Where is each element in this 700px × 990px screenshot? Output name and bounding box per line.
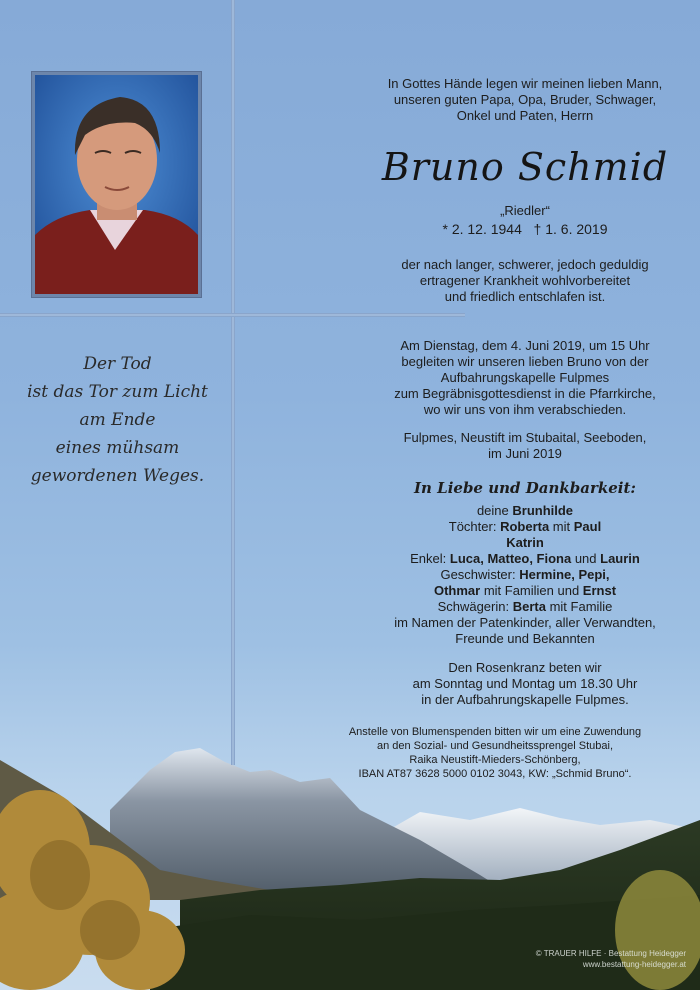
life-dates: * 2. 12. 1944 † 1. 6. 2019 xyxy=(442,221,608,237)
deceased-name: Bruno Schmid xyxy=(381,145,669,189)
rosary-text xyxy=(335,660,700,708)
memorial-quote xyxy=(0,350,235,490)
wife-name: Brunhilde xyxy=(512,503,574,518)
donation-line: Raika Neustift-Mieders-Schönberg, xyxy=(409,754,581,766)
daughter-name: Katrin xyxy=(506,535,544,550)
donation-line: Anstelle von Blumenspenden bitten wir um eine Zuwendung xyxy=(348,726,642,738)
grandchildren-line: Enkel: Luca, Matteo, Fiona und Laurin xyxy=(410,551,640,566)
funeral-line: Am Dienstag, dem 4. Juni 2019, um 15 Uhr xyxy=(400,338,650,353)
quote-line: Der Tod xyxy=(83,354,152,374)
passing-line: ertragener Krankheit wohlvorbereitet xyxy=(419,273,631,288)
quote-line: am Ende xyxy=(79,410,156,430)
funeral-line: Aufbahrungskapelle Fulpmes xyxy=(440,370,610,385)
rosary-line: am Sonntag und Montag um 18.30 Uhr xyxy=(412,676,638,691)
sister-in-law-line: Schwägerin: Berta mit Familie xyxy=(437,599,613,614)
sister-in-law-name: Berta xyxy=(512,599,546,614)
daughter-name: Roberta xyxy=(500,519,550,534)
funeral-line: zum Begräbnisgottesdienst in die Pfarrkirche, xyxy=(394,386,656,401)
rosary-line: in der Aufbahrungskapelle Fulpmes. xyxy=(421,692,629,707)
siblings-line-2: Othmar mit Familien und Ernst xyxy=(433,583,617,598)
grandchild-name: Laurin xyxy=(600,551,640,566)
passing-text xyxy=(335,257,700,305)
daughter2-line xyxy=(335,535,700,551)
passing-line: und friedlich entschlafen ist. xyxy=(444,289,606,304)
place-date xyxy=(335,430,700,462)
intro-line: unseren guten Papa, Opa, Bruder, Schwager, xyxy=(393,92,657,107)
credit-line: © TRAUER HILFE · Bestattung Heidegger xyxy=(535,949,686,958)
siblings-names: Hermine, Pepi, xyxy=(519,567,610,582)
quote-line: eines mühsam xyxy=(55,438,180,458)
donation-line: IBAN AT87 3628 5000 0102 3043, KW: „Schmid Bruno“. xyxy=(358,768,632,780)
place-line: im Juni 2019 xyxy=(488,446,562,461)
funeral-line: begleiten wir unseren lieben Bruno von der xyxy=(401,354,649,369)
portrait-photo xyxy=(32,72,201,297)
donation-line: an den Sozial- und Gesundheitssprengel Stubai, xyxy=(376,740,614,752)
grandchildren-names: Luca, Matteo, Fiona xyxy=(449,551,572,566)
mourners-list xyxy=(335,503,700,647)
partner-name: Paul xyxy=(573,519,602,534)
cross-horizontal-beam xyxy=(0,313,465,317)
nickname: „Riedler“ xyxy=(500,203,550,218)
sibling-name: Ernst xyxy=(582,583,617,598)
donation-text xyxy=(305,725,685,781)
funeral-text xyxy=(335,338,700,418)
funeral-line: wo wir uns von ihm verabschieden. xyxy=(423,402,627,417)
publisher-credit xyxy=(536,948,686,970)
mourners-rest: im Namen der Patenkinder, aller Verwandten, xyxy=(394,615,656,630)
mourners-rest: Freunde und Bekannten xyxy=(455,631,595,646)
place-line: Fulpmes, Neustift im Stubaital, Seeboden, xyxy=(403,430,647,445)
daughters-line: Töchter: Roberta mit Paul xyxy=(448,519,602,534)
quote-line: gewordenen Weges. xyxy=(30,466,205,486)
sibling-name: Othmar xyxy=(433,583,481,598)
quote-line: ist das Tor zum Licht xyxy=(27,382,208,402)
credit-line: www.bestattung-heidegger.at xyxy=(582,960,686,969)
intro-text xyxy=(335,76,700,124)
wife-line: deine Brunhilde xyxy=(476,503,574,518)
intro-line: In Gottes Hände legen wir meinen lieben Mann, xyxy=(387,76,663,91)
dank-heading: In Liebe und Dankbarkeit: xyxy=(414,479,636,497)
intro-line: Onkel und Paten, Herrn xyxy=(456,108,594,123)
rosary-line: Den Rosenkranz beten wir xyxy=(448,660,602,675)
passing-line: der nach langer, schwerer, jedoch geduldig xyxy=(401,257,649,272)
siblings-line: Geschwister: Hermine, Pepi, xyxy=(440,567,610,582)
